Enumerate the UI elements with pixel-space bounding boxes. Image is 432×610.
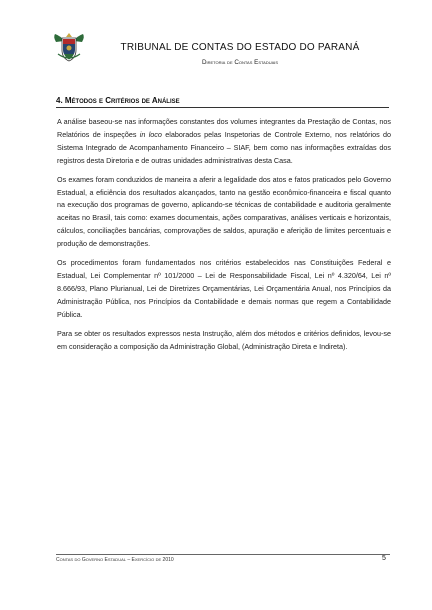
paragraph-1 xyxy=(57,116,391,168)
department-subtitle: Diretoria de Contas Estaduais xyxy=(201,59,279,66)
section-heading: 4. Métodos e Critérios de Análise xyxy=(56,96,389,108)
paragraph-1-italic: in loco xyxy=(139,129,162,139)
footer-document-title: Contas do Governo Estadual – Exercício de 2010 xyxy=(56,557,174,563)
page-header xyxy=(0,32,432,72)
parana-coat-of-arms-icon xyxy=(52,32,86,62)
body-text xyxy=(57,116,391,359)
paragraph-3: Os procedimentos foram fundamentados nos critérios estabelecidos nas Constituições Federal e Estadual, Lei Complementar nº 101/2000 – Lei de Responsabilidade Fiscal, Lei nº 4.320/64, Lei nº 8.666/93, Plano Plurianual, Lei de Diretrizes Orçamentárias, Lei Orçamentária Anual, nos Princípios da Administração Pública, nos Princípios da Contabilidade e demais normas que regem a Contabilidade Pública. xyxy=(57,258,391,319)
paragraph-4: Para se obter os resultados expressos nesta Instrução, além dos métodos e critérios definidos, levou-se em consideração a composição da Administração Global, (Administração Direta e Indireta). xyxy=(57,328,391,351)
page-number: 5 xyxy=(382,555,386,562)
paragraph-2: Os exames foram conduzidos de maneira a aferir a legalidade dos atos e fatos praticados pelo Governo Estadual, a eficiência dos resultados alcançados, tanto na gestão econômico-financeira e fiscal quanto na execução dos programas de governo, aplicando-se técnicas de contabilidade e auditoria geralmente aceitas no Brasil, tais como: exames documentais, ações comparativas, análises verticais e horizontais, cálculos, conciliações bancárias, comprovações de saldos, apuração e aferição de limites percentuais e produção de demonstrações. xyxy=(57,174,391,249)
footer-divider xyxy=(56,554,390,555)
institution-title: TRIBUNAL DE CONTAS DO ESTADO DO PARANÁ xyxy=(120,42,360,53)
paragraph-1-part-a: A análise baseou-se nas informações constantes dos volumes integrantes da Prestação de Contas, nos Relatórios de inspeções xyxy=(57,117,391,139)
paragraph-1-part-b: elaborados pelas Inspetorias de Controle Externo, nos relatórios do Sistema Integrado de Acompanhamento Financeiro – SIAF, bem como nas informações extraídas dos registros desta Diretoria e de outras unidades administrativas desta Casa. xyxy=(57,129,392,165)
